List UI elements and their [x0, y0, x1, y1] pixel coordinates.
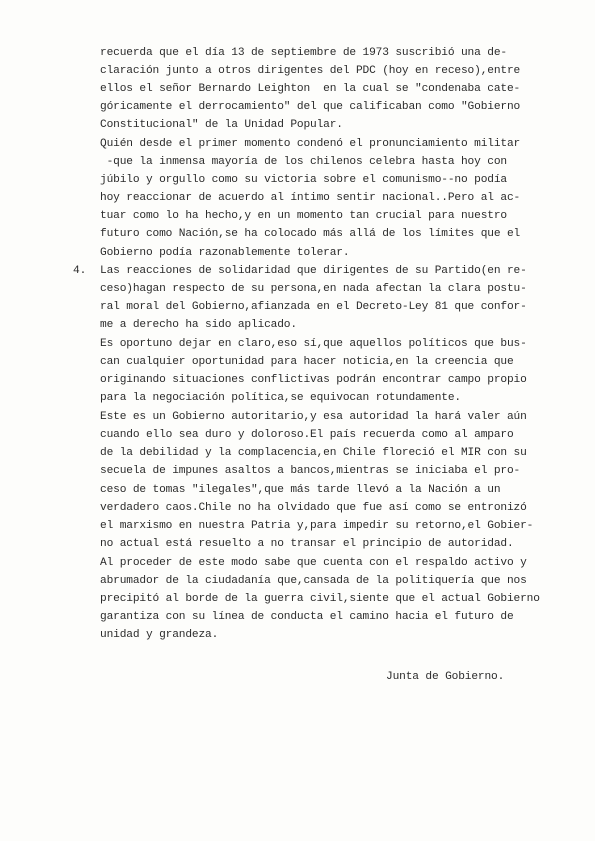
- text-line: verdadero caos.Chile no ha olvidado que fue así como se entronizó: [100, 502, 527, 514]
- text-line: Las reacciones de solidaridad que dirigentes de su Partido(en re-: [100, 265, 527, 277]
- text-line: júbilo y orgullo como su victoria sobre el comunismo--no podía: [100, 174, 507, 186]
- text-line: góricamente el derrocamiento" del que calificaban como "Gobierno: [100, 101, 521, 113]
- item-number: 4.: [73, 265, 87, 277]
- text-line: tuar como lo ha hecho,y en un momento tan crucial para nuestro: [100, 210, 507, 222]
- text-line: Es oportuno dejar en claro,eso sí,que aquellos políticos que bus-: [100, 338, 527, 350]
- text-line: abrumador de la ciudadanía que,cansada de la politiquería que nos: [100, 575, 527, 587]
- text-line: Al proceder de este modo sabe que cuenta con el respaldo activo y: [100, 557, 527, 569]
- text-line: de la debilidad y la complacencia,en Chile floreció el MIR con su: [100, 447, 527, 459]
- text-line: Gobierno podía razonablemente tolerar.: [100, 247, 350, 259]
- text-line: unidad y grandeza.: [100, 629, 219, 641]
- text-line: no actual está resuelto a no transar el principio de autoridad.: [100, 538, 514, 550]
- text-line: Este es un Gobierno autoritario,y esa autoridad la hará valer aún: [100, 411, 527, 423]
- text-line: Constitucional" de la Unidad Popular.: [100, 119, 343, 131]
- text-line: claración junto a otros dirigentes del PDC (hoy en receso),entre: [100, 65, 521, 77]
- text-line: precipitó al borde de la guerra civil,siente que el actual Gobierno: [100, 593, 540, 605]
- text-line: me a derecho ha sido aplicado.: [100, 319, 297, 331]
- text-line: Quién desde el primer momento condenó el pronunciamiento militar: [100, 138, 521, 150]
- text-line: garantiza con su línea de conducta el camino hacia el futuro de: [100, 611, 514, 623]
- text-line: hoy reaccionar de acuerdo al íntimo sentir nacional..Pero al ac-: [100, 192, 521, 204]
- text-line: el marxismo en nuestra Patria y,para impedir su retorno,el Gobier-: [100, 520, 534, 532]
- text-line: recuerda que el día 13 de septiembre de 1973 suscribió una de-: [100, 47, 507, 59]
- text-line: cuando ello sea duro y doloroso.El país recuerda como al amparo: [100, 429, 514, 441]
- text-line: can cualquier oportunidad para hacer noticia,en la creencia que: [100, 356, 514, 368]
- text-line: secuela de impunes asaltos a bancos,mientras se iniciaba el pro-: [100, 465, 521, 477]
- signature: Junta de Gobierno.: [386, 671, 505, 683]
- text-line: ceso)hagan respecto de su persona,en nada afectan la clara postu-: [100, 283, 527, 295]
- text-line: ral moral del Gobierno,afianzada en el Decreto-Ley 81 que confor-: [100, 301, 527, 313]
- text-line: futuro como Nación,se ha colocado más allá de los límites que el: [100, 228, 521, 240]
- text-line: ellos el señor Bernardo Leighton en la cual se "condenaba cate-: [100, 83, 521, 95]
- text-line: originando situaciones conflictivas podrán encontrar campo propio: [100, 374, 527, 386]
- text-line: para la negociación política,se equivocan rotundamente.: [100, 392, 461, 404]
- text-line: ceso de tomas "ilegales",que más tarde llevó a la Nación a un: [100, 484, 501, 496]
- text-line: -que la inmensa mayoría de los chilenos celebra hasta hoy con: [100, 156, 507, 168]
